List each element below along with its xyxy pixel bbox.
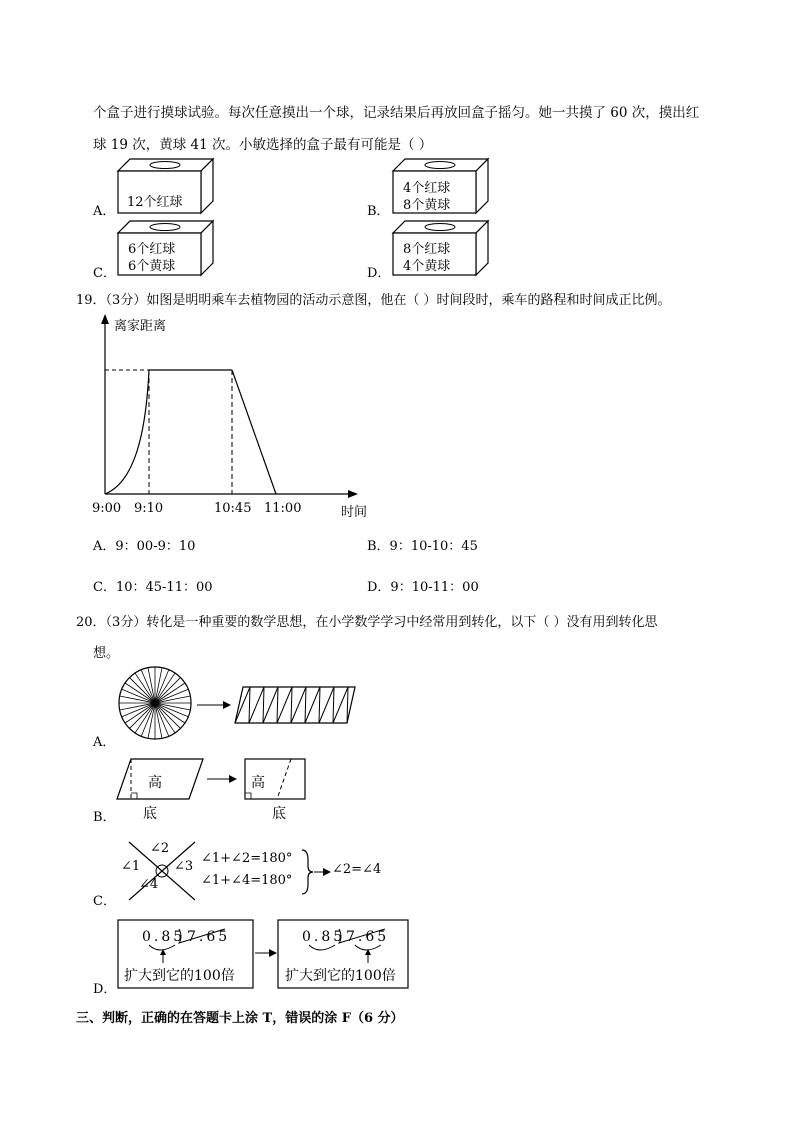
q18-option-a-text: 12个红球: [127, 195, 183, 210]
q18-line2: 球 19 次，黄球 41 次。小敏选择的盒子最有可能是（ ）: [93, 137, 433, 153]
right-divisor: 0.85: [302, 929, 346, 945]
right-dividend: 7.65: [346, 929, 390, 945]
angle-3-label: ∠3: [174, 859, 194, 874]
q20-option-b-figure: [115, 755, 315, 805]
q18-option-d-letter: D．: [367, 266, 391, 281]
q20-option-d-letter: D．: [93, 982, 117, 997]
rectangle-cut-line: [277, 759, 291, 799]
arrow-head: [223, 701, 231, 709]
b-height-label-right: 高: [251, 775, 265, 791]
graph-y-label: 离家距离: [114, 319, 167, 334]
q20-stem-line1: 20．（3分）转化是一种重要的数学思想，在小学数学学习中经常用到转化，以下（ ）没有用到转化思: [76, 615, 658, 630]
sector-zigzag: [235, 687, 348, 723]
tick-10-45: 10:45: [214, 501, 252, 516]
q18-option-d-text1: 8个红球: [403, 242, 451, 257]
q19-option-c: C．10：45-11：00: [93, 580, 213, 595]
q20-option-a-letter: A．: [93, 735, 116, 750]
right-curve-arrow-1: [309, 945, 335, 950]
q20-option-b-letter: B．: [93, 810, 116, 825]
b-base-label-left: 底: [143, 806, 157, 822]
left-dividend: 7.65: [187, 929, 231, 945]
left-curve-arrow: [149, 945, 175, 950]
decline-10-45-11-00: [232, 370, 276, 494]
q20-option-a-figure: [115, 665, 360, 745]
curve-9-00-9-10: [105, 370, 149, 494]
tick-9-00: 9:00: [92, 501, 122, 516]
right-angle-mark-right: [245, 793, 251, 799]
q18-option-c-text1: 6个红球: [128, 242, 176, 257]
q18-option-b-text2: 8个黄球: [403, 198, 451, 213]
angle-4-label: ∠4: [139, 877, 159, 892]
q19-option-d: D．9：10-11：00: [367, 580, 479, 595]
angle-1-label: ∠1: [121, 859, 141, 874]
q18-option-a-letter: A．: [93, 204, 116, 219]
q18-line1: 个盒子进行摸球试验。每次任意摸出一个球，记录结果后再放回盒子摇匀。她一共摸了 60 次，摸出红: [93, 105, 700, 121]
equation-1: ∠1+∠2=180°: [201, 851, 293, 866]
tick-11-00: 11:00: [264, 501, 302, 516]
y-axis-arrow: [101, 314, 109, 324]
tick-9-10: 9:10: [134, 501, 164, 516]
equation-result: ∠2=∠4: [332, 862, 382, 877]
q19-option-b: B．9：10-10：45: [367, 539, 478, 554]
equation-2: ∠1+∠4=180°: [201, 873, 293, 888]
q18-option-c-text2: 6个黄球: [128, 259, 176, 274]
q19-stem: 19．（3分）如图是明明乘车去植物园的活动示意图，他在（ ）时间段时，乘车的路程和时间成正比例。: [76, 293, 671, 308]
q18-option-b-letter: B．: [367, 204, 390, 219]
arrow-head-c: [323, 868, 331, 876]
q18-option-b-text1: 4个红球: [403, 181, 451, 196]
x-axis-arrow: [348, 490, 358, 498]
right-angle-mark-left: [131, 793, 137, 799]
q19-distance-time-graph: [90, 312, 390, 524]
right-caption: 扩大到它的100倍: [285, 968, 396, 984]
rearranged-parallelogram: [235, 687, 355, 723]
b-base-label-right: 底: [272, 806, 286, 822]
graph-x-label: 时间: [341, 505, 368, 520]
q18-option-d-text2: 4个黄球: [403, 259, 451, 274]
arrow-head-b: [229, 775, 237, 783]
b-height-label-left: 高: [148, 775, 162, 791]
q18-option-c-letter: C．: [93, 266, 116, 281]
right-brace: [302, 850, 313, 894]
q19-option-a: A．9：00-9：10: [93, 539, 196, 554]
q20-stem-line2: 想。: [93, 646, 120, 661]
angle-2-label: ∠2: [150, 841, 170, 856]
section-3-title: 三、判断，正确的在答题卡上涂 T，错误的涂 F（6 分）: [76, 1011, 404, 1026]
q20-option-c-letter: C．: [93, 894, 116, 909]
left-divisor: 0.85: [142, 929, 186, 945]
arrow-head-d: [269, 949, 277, 957]
left-caption: 扩大到它的100倍: [124, 968, 235, 984]
